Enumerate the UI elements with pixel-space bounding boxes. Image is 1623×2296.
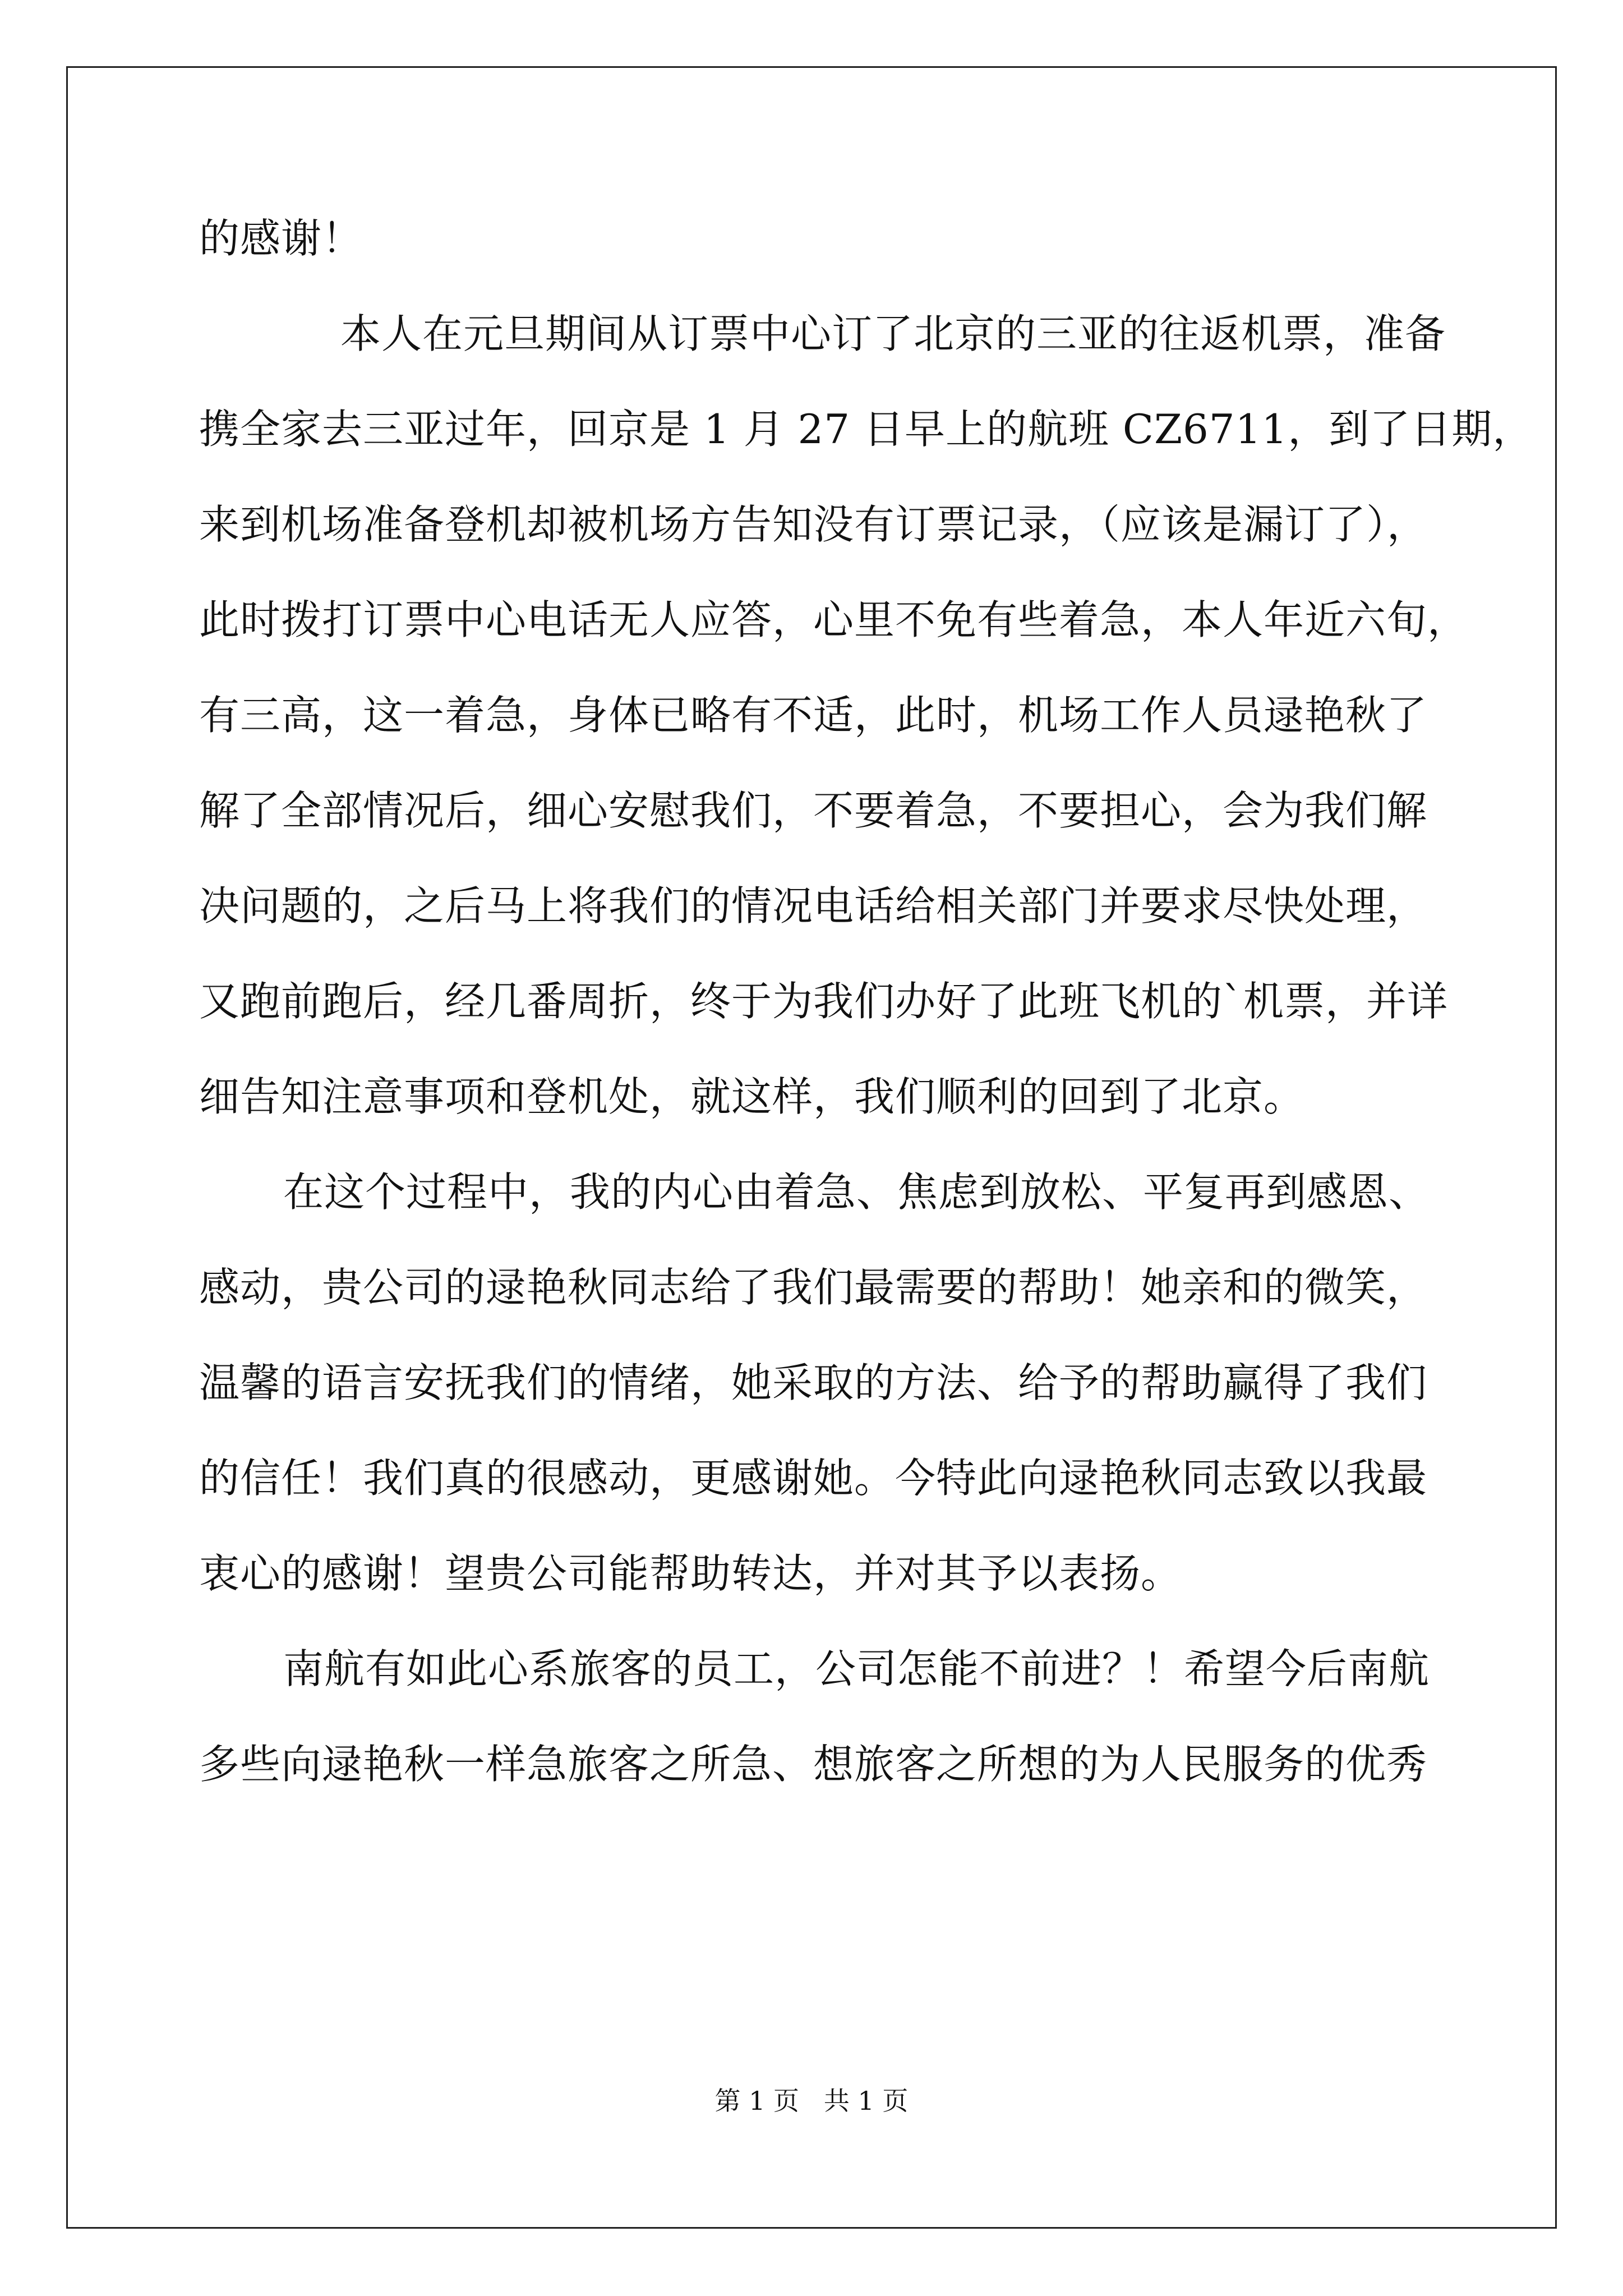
- text-line: 感动，贵公司的逯艳秋同志给了我们最需要的帮助！她亲和的微笑，: [199, 1264, 1428, 1311]
- text-line: 细告知注意事项和登机处，就这样，我们顺利的回到了北京。: [199, 1073, 1305, 1120]
- text-line: 来到机场准备登机却被机场方告知没有订票记录，（应该是漏订了），: [199, 501, 1428, 548]
- text-line: 衷心的感谢！望贵公司能帮助转达，并对其予以表扬。: [199, 1550, 1182, 1597]
- page-footer: 第 1 页 共 1 页: [714, 2086, 909, 2116]
- paragraph-first-line: 南航有如此心系旅客的员工，公司怎能不前进？！希望今后南航: [283, 1645, 1430, 1692]
- page-border: [66, 66, 1557, 2229]
- text-line: 多些向逯艳秋一样急旅客之所急、想旅客之所想的为人民服务的优秀: [199, 1741, 1428, 1788]
- text-line: 此时拨打订票中心电话无人应答，心里不免有些着急，本人年近六旬，: [199, 596, 1469, 643]
- paragraph-first-line: 在这个过程中，我的内心由着急、焦虑到放松、平复再到感恩、: [283, 1168, 1430, 1216]
- text-line: 的感谢！: [199, 215, 363, 262]
- paragraph-first-line: 本人在元旦期间从订票中心订了北京的三亚的往返机票，准备: [340, 310, 1446, 357]
- text-line: 的信任！我们真的很感动，更感谢她。今特此向逯艳秋同志致以我最: [199, 1455, 1428, 1502]
- text-line: 温馨的语言安抚我们的情绪，她采取的方法、给予的帮助赢得了我们: [199, 1359, 1428, 1406]
- text-line: 决问题的，之后马上将我们的情况电话给相关部门并要求尽快处理，: [199, 882, 1428, 930]
- text-line: 有三高，这一着急，身体已略有不适，此时，机场工作人员逯艳秋了: [199, 692, 1428, 739]
- text-line: 携全家去三亚过年，回京是 1 月 27 日早上的航班 CZ6711，到了日期，: [199, 406, 1534, 453]
- text-line: 又跑前跑后，经几番周折，终于为我们办好了此班飞机的`机票，并详: [199, 978, 1449, 1025]
- text-line: 解了全部情况后，细心安慰我们，不要着急，不要担心，会为我们解: [199, 787, 1428, 834]
